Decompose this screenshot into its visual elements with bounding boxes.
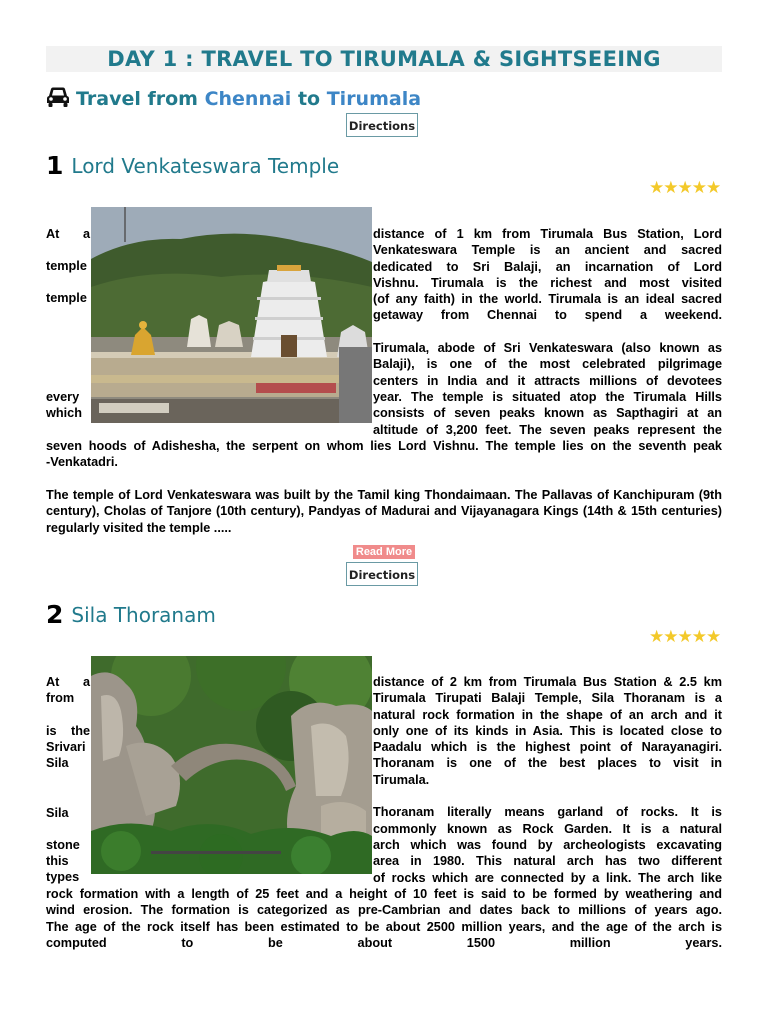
section-1-right-text: distance of 1 km from Tirumala Bus Station, Lord Venkateswara Temple is an ancient and sacred dedicated to Sri Balaji, an incarnation of Lord Vishnu. Tirumala is the richest and most visited (of any faith) in the world. Tirumala is an ideal sacred getaway from Chennai to spend a weekend. Tirumala, abode of Sri Venkateswara (also known as Balaji), is one of the most celebrated pilgrimage centers in India and it attracts millions of devotees year. The temple is situated atop the Tirumala Hills consists of seven peaks known as Sapthagiri at an altitude of 3,200 feet. The seven peaks represent the	[373, 227, 722, 437]
directions-button-travel[interactable]: Directions	[346, 113, 418, 137]
read-more-button[interactable]: Read More	[353, 545, 415, 559]
left-word: this	[46, 854, 69, 868]
section-title-2	[46, 600, 216, 630]
section-1-paragraph-2: The temple of Lord Venkateswara was built by the Tamil king Thondaimaan. The Pallavas of Kanchipuram (9th century), Cholas of Tanjore (10th century), Pandyas of Madurai and Vijayanagara Kings (14th & 15th centuries) regularly visited the temple .....	[46, 488, 722, 535]
section-name[interactable]: Lord Venkateswara Temple	[71, 154, 340, 178]
left-word: is the	[46, 724, 90, 738]
rating-stars-2: ★★★★★	[649, 627, 721, 646]
rating-stars-1: ★★★★★	[649, 178, 721, 197]
left-word: stone	[46, 838, 80, 852]
travel-prefix: Travel from	[76, 88, 198, 110]
travel-from-link[interactable]: Chennai	[204, 88, 292, 110]
section-number: 2	[46, 600, 64, 629]
travel-connector: to	[297, 88, 321, 110]
left-word: every	[46, 390, 80, 404]
left-word: from	[46, 691, 75, 705]
left-word: Srivari	[46, 740, 86, 754]
section-number: 1	[46, 151, 64, 180]
travel-heading	[46, 85, 421, 113]
left-word: types	[46, 870, 80, 884]
section-name[interactable]: Sila Thoranam	[71, 603, 216, 627]
car-icon	[46, 86, 70, 108]
left-word: temple	[46, 259, 87, 273]
left-word: temple	[46, 291, 87, 305]
directions-button-1[interactable]: Directions	[346, 562, 418, 586]
left-word: Sila	[46, 806, 69, 820]
left-word: At a	[46, 675, 90, 689]
section-1-continuation: seven hoods of Adisheshа, the serpent on whom lies Lord Vishnu. The temple lies on the seventh peak -Venkatadri.	[46, 439, 722, 470]
section-2-right-text: distance of 2 km from Tirumala Bus Station & 2.5 km Tirumala Tirupati Balaji Temple, Sila Thoranam is a natural rock formation in the shape of an arch and it only one of its kinds in Asia. This is located close to Paadalu which is the highest point of Narayanagiri. Thoranam is one of the best places to visit in Tirumala. Thoranam literally means garland of rocks. It is commonly known as Rock Garden. It is a natural arch which was found by archeologists excavating area in 1980. This natural arch has two different of rocks which are connected by a link. The arch like	[373, 675, 722, 885]
section-title-1	[46, 151, 339, 181]
left-word: At a	[46, 227, 90, 241]
section-2-continuation: rock formation with a length of 25 feet and a height of 10 feet is said to be formed by weathering and wind erosion. The formation is categorized as pre-Cambrian and dates back to millions of years ago. The age of the rock itself has been estimated to be about 2500 million years, and the age of the arch is computed to be about 1500 million years.	[46, 887, 722, 950]
travel-to-link[interactable]: Tirumala	[326, 88, 422, 110]
left-word: which	[46, 406, 82, 420]
temple-photo	[91, 207, 372, 423]
page-title: DAY 1 : TRAVEL TO TIRUMALA & SIGHTSEEING	[46, 46, 722, 72]
rock-arch-photo	[91, 656, 372, 874]
left-word: Sila	[46, 756, 69, 770]
